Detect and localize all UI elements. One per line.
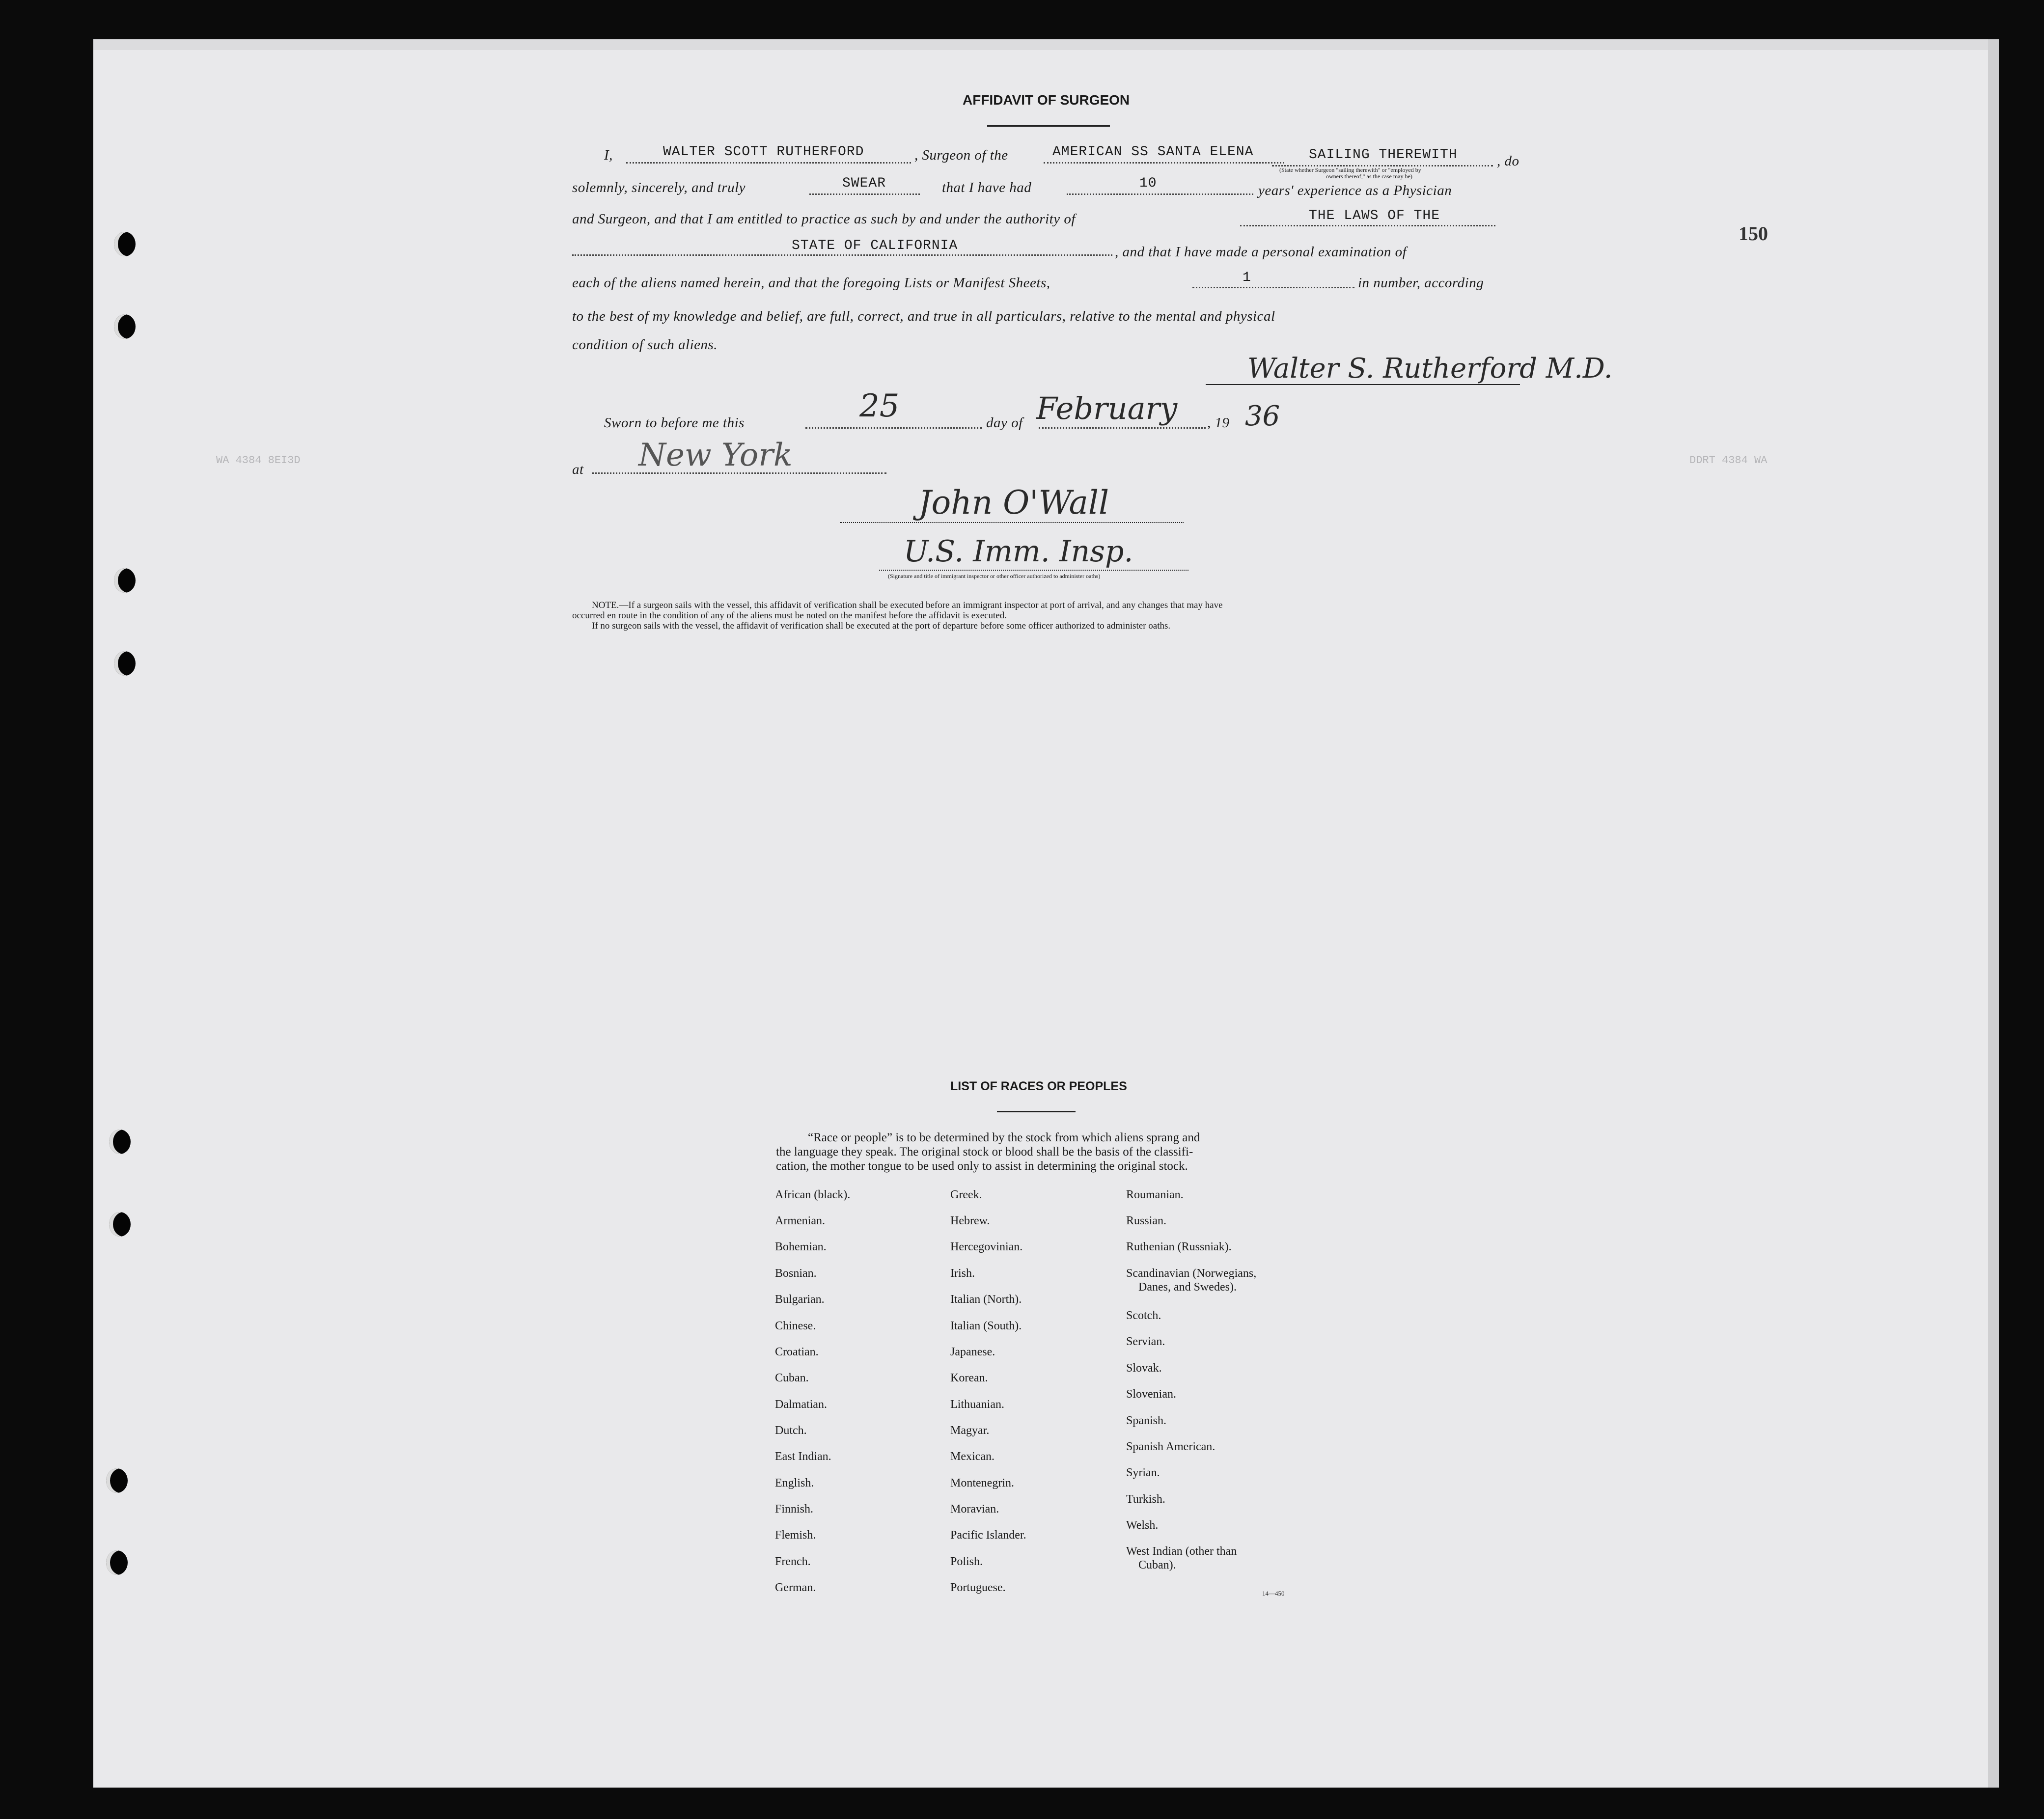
field-underline	[1039, 427, 1206, 429]
text-and-surgeon: and Surgeon, and that I am entitled to practice as such by and under the authority of	[572, 211, 1076, 227]
punch-hole	[114, 651, 136, 676]
races-intro: cation, the mother tongue to be used only to assist in determining the original stock.	[776, 1159, 1188, 1173]
punch-hole	[109, 1212, 131, 1237]
punch-hole	[106, 1468, 128, 1493]
race-item: African (black).	[775, 1188, 851, 1201]
race-item: Armenian.	[775, 1214, 825, 1227]
text-sworn: Sworn to before me this	[604, 415, 745, 431]
race-item: Bohemian.	[775, 1240, 827, 1253]
race-item: Ruthenian (Russniak).	[1126, 1240, 1232, 1253]
race-item: Slovenian.	[1126, 1388, 1176, 1401]
place-field: New York	[638, 437, 793, 473]
race-item: Roumanian.	[1126, 1188, 1184, 1201]
race-item: Greek.	[950, 1188, 982, 1201]
field-underline	[626, 162, 911, 164]
race-item: Polish.	[950, 1555, 983, 1568]
form-number: 14—450	[1262, 1590, 1285, 1597]
race-item: East Indian.	[775, 1450, 831, 1463]
race-item: Moravian.	[950, 1503, 999, 1516]
field-underline	[1044, 162, 1284, 164]
races-title: LIST OF RACES OR PEOPLES	[950, 1079, 1127, 1093]
years-field: 10	[1139, 176, 1157, 191]
race-item: Cuban).	[1138, 1559, 1176, 1571]
signature-caption: (Signature and title of immigrant inspector or other officer authorized to administer oaths)	[888, 573, 1101, 579]
race-item: Cuban.	[775, 1372, 809, 1384]
text-condition: condition of such aliens.	[572, 337, 718, 353]
bleed-through-text: WA 4384 8EI3D	[216, 454, 301, 467]
race-item: English.	[775, 1477, 814, 1489]
inspector-title: U.S. Imm. Insp.	[904, 534, 1133, 569]
race-item: Bosnian.	[775, 1267, 817, 1280]
signature-line	[1206, 384, 1520, 385]
bleed-through-text: DDRT 4384 WA	[1689, 454, 1768, 467]
race-item: Slovak.	[1126, 1362, 1162, 1375]
text-personal-examination: , and that I have made a personal examination of	[1115, 244, 1407, 260]
text-at: at	[572, 462, 584, 477]
race-item: Welsh.	[1126, 1519, 1159, 1532]
field-underline	[572, 254, 1112, 256]
race-item: Japanese.	[950, 1346, 995, 1358]
field-underline	[1240, 225, 1495, 226]
field-underline	[1067, 193, 1253, 195]
text-that-i-have-had: that I have had	[942, 180, 1032, 195]
race-item: Hercegovinian.	[950, 1240, 1023, 1253]
race-item: Lithuanian.	[950, 1398, 1004, 1411]
note-line-2: occurred en route in the condition of any of the aliens must be noted on the manifest before the affidavit is executed.	[572, 610, 1007, 621]
document-page	[93, 39, 1999, 1788]
text-i: I,	[604, 147, 613, 163]
vessel-field: AMERICAN SS SANTA ELENA	[1052, 144, 1254, 160]
race-item: Turkish.	[1126, 1493, 1165, 1506]
signature-line	[879, 570, 1188, 571]
race-item: Pacific Islander.	[950, 1529, 1026, 1542]
text-do: , do	[1497, 153, 1519, 169]
page-edge-top	[93, 39, 1999, 50]
race-item: Syrian.	[1126, 1466, 1160, 1479]
race-item: Dalmatian.	[775, 1398, 827, 1411]
race-item: Russian.	[1126, 1214, 1167, 1227]
sheets-field: 1	[1243, 270, 1251, 285]
text-each-of-the-aliens: each of the aliens named herein, and that the foregoing Lists or Manifest Sheets,	[572, 275, 1050, 291]
oath-field: SWEAR	[842, 176, 886, 191]
text-surgeon-of: , Surgeon of the	[914, 147, 1008, 163]
race-item: Magyar.	[950, 1424, 990, 1437]
race-item: Scotch.	[1126, 1309, 1161, 1322]
race-item: Spanish.	[1126, 1414, 1167, 1427]
punch-hole	[114, 232, 136, 256]
race-item: Croatian.	[775, 1346, 819, 1358]
text-solemnly: solemnly, sincerely, and truly	[572, 180, 746, 195]
field-underline	[805, 427, 982, 429]
race-item: Mexican.	[950, 1450, 994, 1463]
note-line-1: NOTE.—If a surgeon sails with the vessel, this affidavit of verification shall be executed before an immigrant inspector at port of arrival, and any changes that may have	[592, 600, 1223, 610]
inspector-signature: John O'Wall	[918, 484, 1109, 522]
race-item: Italian (North).	[950, 1293, 1022, 1306]
race-item: Montenegrin.	[950, 1477, 1014, 1489]
surgeon-status-field: SAILING THEREWITH	[1309, 147, 1458, 163]
text-year-prefix: , 19	[1207, 415, 1230, 431]
race-item: Italian (South).	[950, 1320, 1022, 1332]
text-in-number: in number, according	[1358, 275, 1484, 291]
text-best-of-knowledge: to the best of my knowledge and belief, are full, correct, and true in all particulars, relative to the mental and physical	[572, 308, 1275, 324]
authority-field-2: STATE OF CALIFORNIA	[792, 238, 958, 253]
text-day-of: day of	[986, 415, 1023, 431]
race-item: West Indian (other than	[1126, 1545, 1237, 1558]
races-intro: “Race or people” is to be determined by the stock from which aliens sprang and	[808, 1131, 1200, 1144]
signature-line	[840, 522, 1184, 523]
race-item: Flemish.	[775, 1529, 816, 1542]
punch-hole	[114, 314, 136, 339]
status-note: owners thereof," as the case may be)	[1326, 173, 1412, 180]
race-item: German.	[775, 1581, 816, 1594]
title-underline	[987, 125, 1110, 127]
race-item: Korean.	[950, 1372, 988, 1384]
month-field: February	[1036, 390, 1178, 426]
race-item: Finnish.	[775, 1503, 814, 1516]
surgeon-name-field: WALTER SCOTT RUTHERFORD	[663, 144, 864, 160]
race-item: Bulgarian.	[775, 1293, 825, 1306]
day-field: 25	[859, 388, 900, 424]
field-underline	[809, 193, 920, 195]
race-item: Chinese.	[775, 1320, 816, 1332]
affidavit-title: AFFIDAVIT OF SURGEON	[963, 92, 1130, 108]
race-item: Irish.	[950, 1267, 975, 1280]
page-number: 150	[1739, 222, 1768, 245]
title-underline	[997, 1111, 1076, 1112]
race-item: French.	[775, 1555, 811, 1568]
authority-field-1: THE LAWS OF THE	[1309, 208, 1440, 223]
punch-hole	[106, 1550, 128, 1575]
field-underline	[1192, 287, 1354, 288]
races-intro: the language they speak. The original stock or blood shall be the basis of the classifi-	[776, 1145, 1193, 1158]
race-item: Servian.	[1126, 1335, 1165, 1348]
year-field: 36	[1245, 400, 1280, 432]
punch-hole	[114, 568, 136, 593]
race-item: Dutch.	[775, 1424, 807, 1437]
page-edge-right	[1988, 39, 1999, 1788]
text-years-experience: years' experience as a Physician	[1258, 183, 1452, 198]
race-item: Scandinavian (Norwegians,	[1126, 1267, 1257, 1280]
punch-hole	[109, 1130, 131, 1154]
surgeon-signature: Walter S. Rutherford M.D.	[1247, 353, 1613, 385]
race-item: Spanish American.	[1126, 1440, 1215, 1453]
race-item: Hebrew.	[950, 1214, 990, 1227]
field-underline	[592, 472, 886, 474]
race-item: Danes, and Swedes).	[1138, 1281, 1237, 1294]
race-item: Portuguese.	[950, 1581, 1006, 1594]
status-note: (State whether Surgeon "sailing therewith" or "employed by	[1279, 166, 1421, 173]
note-line-3: If no surgeon sails with the vessel, the affidavit of verification shall be executed at the port of departure before some officer authorized to administer oaths.	[592, 621, 1171, 631]
